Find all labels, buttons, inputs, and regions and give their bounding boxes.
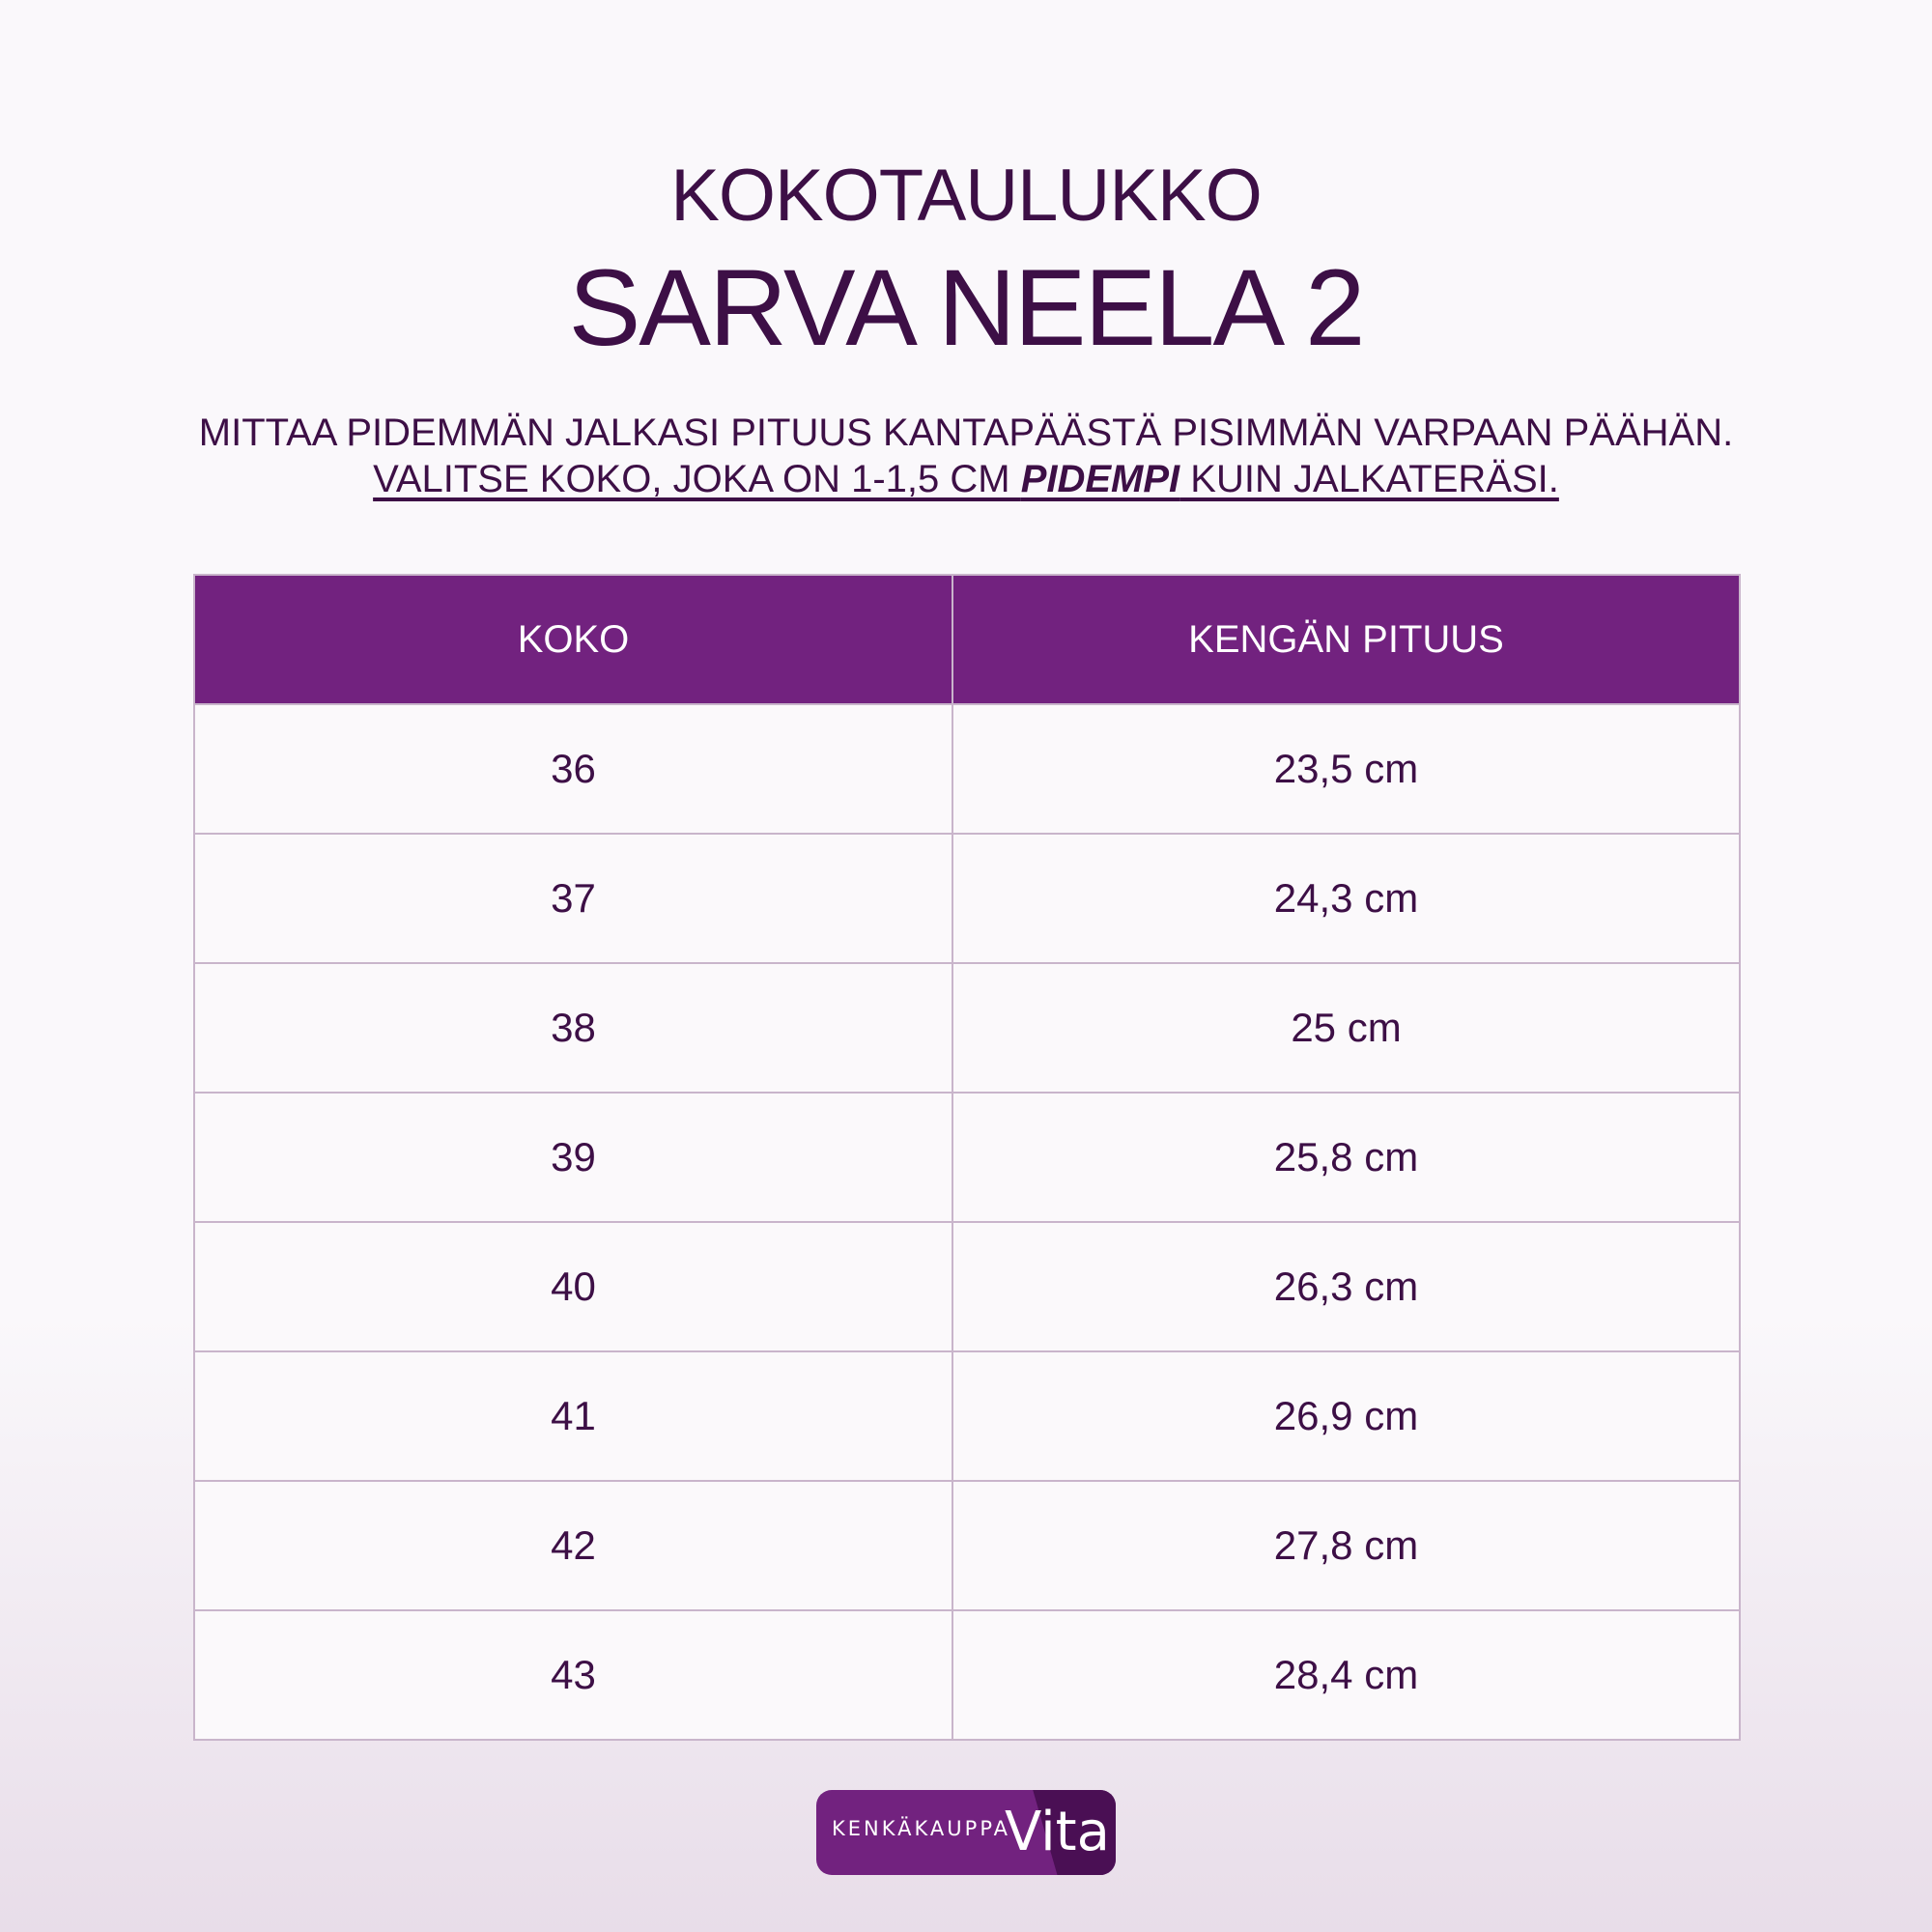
length-cell: 25 cm — [952, 963, 1740, 1093]
size-cell: 37 — [194, 834, 952, 963]
table-row — [194, 1222, 1740, 1351]
size-cell: 36 — [194, 704, 952, 834]
length-cell: 28,4 cm — [952, 1610, 1740, 1740]
size-cell: 38 — [194, 963, 952, 1093]
header-shoe-length: KENGÄN PITUUS — [952, 575, 1740, 704]
table-row — [194, 1481, 1740, 1610]
header-size: KOKO — [194, 575, 952, 704]
table-row — [194, 704, 1740, 834]
table-row — [194, 1093, 1740, 1222]
size-cell: 42 — [194, 1481, 952, 1610]
brand-logo — [816, 1790, 1116, 1875]
product-name: SARVA NEELA 2 — [568, 247, 1364, 368]
table-row — [194, 1351, 1740, 1481]
size-cell: 43 — [194, 1610, 952, 1740]
length-cell: 27,8 cm — [952, 1481, 1740, 1610]
logo-store-text: KENKÄKAUPPA — [832, 1817, 1011, 1840]
size-cell: 41 — [194, 1351, 952, 1481]
size-cell: 40 — [194, 1222, 952, 1351]
table-row — [194, 834, 1740, 963]
instruction-line-2-start: VALITSE KOKO, JOKA ON 1-1,5 CM — [373, 458, 1021, 500]
instruction-line-2-end: KUIN JALKATERÄSI. — [1179, 458, 1559, 500]
instruction-emphasis: PIDEMPI — [1020, 458, 1180, 500]
table-header-row — [194, 575, 1740, 704]
page-title: KOKOTAULUKKO — [670, 155, 1262, 237]
length-cell: 25,8 cm — [952, 1093, 1740, 1222]
size-cell: 39 — [194, 1093, 952, 1222]
length-cell: 26,9 cm — [952, 1351, 1740, 1481]
instruction-line-2 — [0, 456, 1932, 502]
instruction-line-1: MITTAA PIDEMMÄN JALKASI PITUUS KANTAPÄÄSTÄ PISIMMÄN VARPAAN PÄÄHÄN. — [198, 412, 1734, 454]
logo-brand-text: Vita — [1005, 1801, 1110, 1863]
table-row — [194, 1610, 1740, 1740]
length-cell: 24,3 cm — [952, 834, 1740, 963]
size-table — [193, 574, 1741, 1741]
length-cell: 23,5 cm — [952, 704, 1740, 834]
table-row — [194, 963, 1740, 1093]
length-cell: 26,3 cm — [952, 1222, 1740, 1351]
